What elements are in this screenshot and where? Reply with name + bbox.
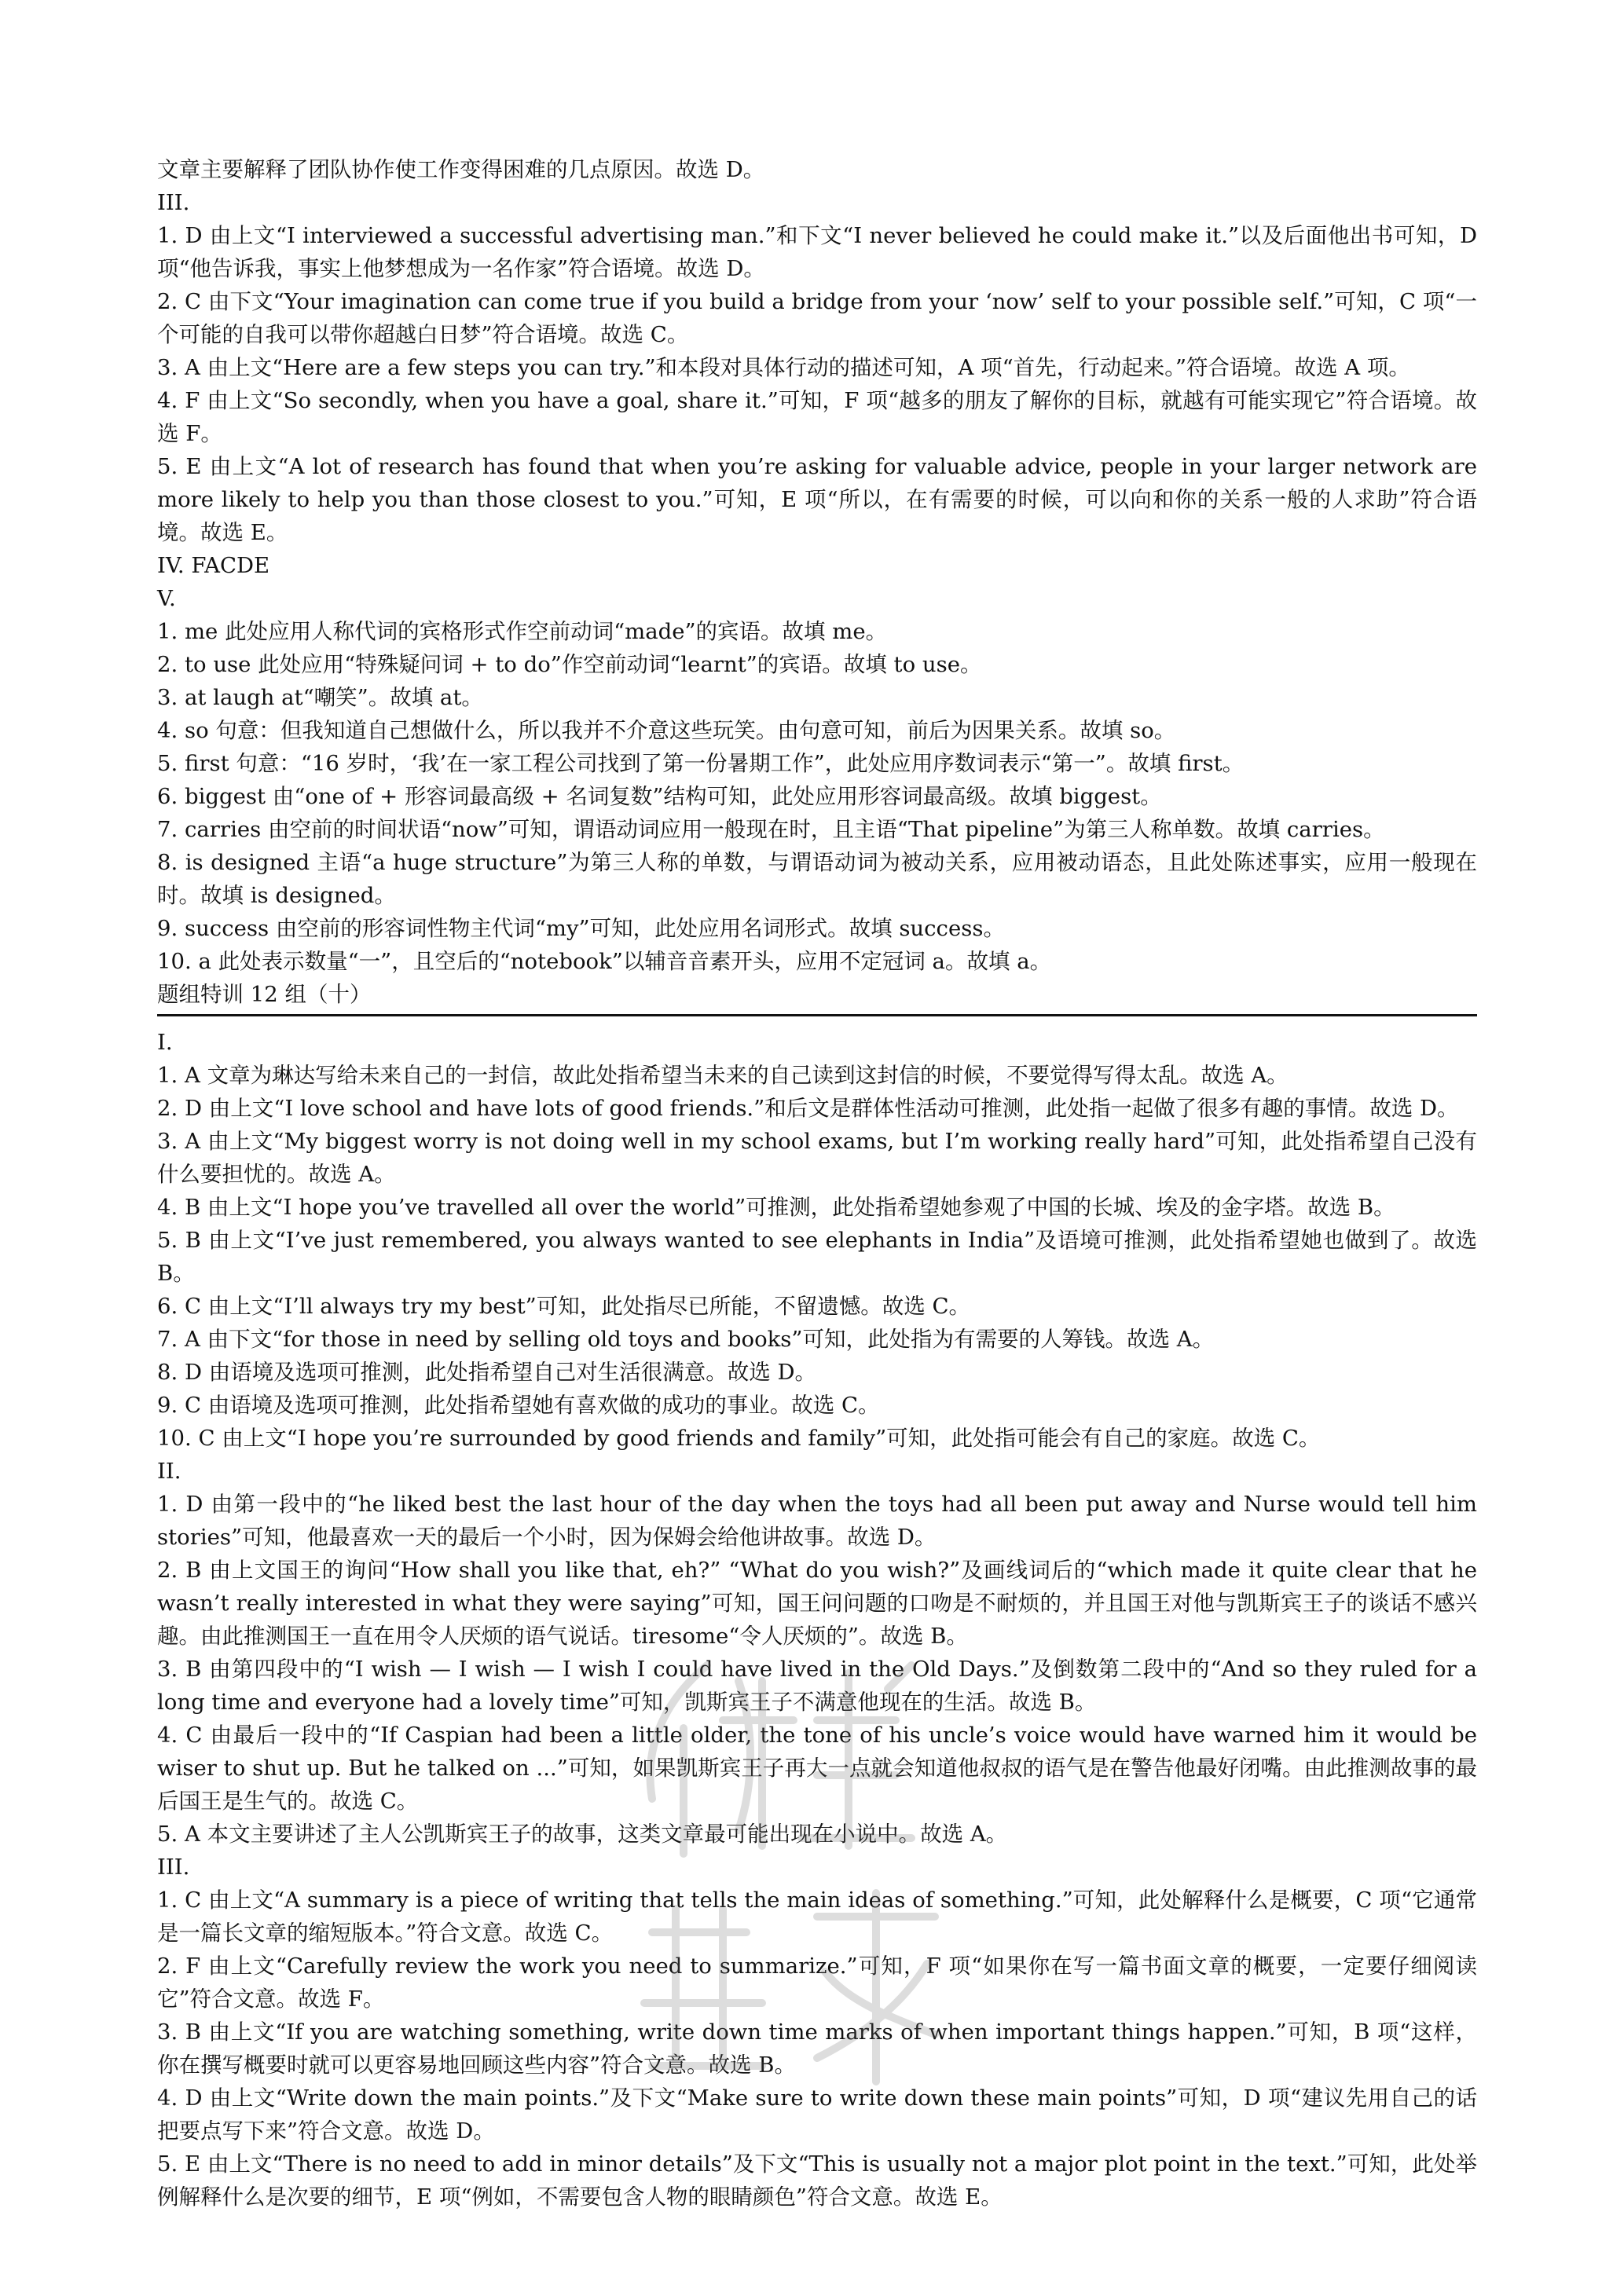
- part1-v-item: 2. to use 此处应用“特殊疑问词 + to do”作空前动词“learnt”的宾语。故填 to use。: [157, 652, 982, 677]
- part2-i-item: 4. B 由上文“I hope you’ve travelled all over the world”可推测，此处指希望她参观了中国的长城、埃及的金字塔。故选 B。: [157, 1195, 1395, 1220]
- part2-ii-item: 1. D 由第一段中的“he liked best the last hour of the day when the toys had all been put away and Nurse would tell him stories”可知，他最喜欢一天的最后一个小时，因为保姆会给他讲故事。故选 D。: [157, 1492, 1477, 1550]
- answer-key-content: [157, 153, 1477, 2214]
- part2-i-heading: I.: [157, 1030, 173, 1055]
- part2-iii-heading: III.: [157, 1855, 190, 1880]
- part2-i-item: 6. C 由上文“I’ll always try my best”可知，此处指尽已所能，不留遗憾。故选 C。: [157, 1294, 970, 1319]
- part1-v-item: 1. me 此处应用人称代词的宾格形式作空前动词“made”的宾语。故填 me。: [157, 619, 888, 644]
- part1-iii-item: 5. E 由上文“A lot of research has found that when you’re asking for valuable advice, people in your larger network are more likely to help you than those closest to you.”可知，E 项“所以，在有需要的时候，可以向和你的关系一般的人求助”符合语境。故选 E。: [157, 454, 1477, 545]
- part2-iii-item: 4. D 由上文“Write down the main points.”及下文“Make sure to write down these main points”可知，D 项“建议先用自己的话把要点写下来”符合文意。故选 D。: [157, 2085, 1477, 2144]
- part1-v-item: 3. at laugh at“嘲笑”。故填 at。: [157, 685, 483, 710]
- part2-i-item: 7. A 由下文“for those in need by selling old toys and books”可知，此处指为有需要的人筹钱。故选 A。: [157, 1327, 1215, 1352]
- part1-iii-heading: III.: [157, 190, 190, 215]
- part1-v-item: 6. biggest 由“one of + 形容词最高级 + 名词复数”结构可知，此处应用形容词最高级。故填 biggest。: [157, 784, 1162, 809]
- part2-iii-item: 5. E 由上文“There is no need to add in minor details”及下文“This is usually not a major plot point in the text.”可知，此处举例解释什么是次要的细节，E 项“例如，不需要包含人物的眼睛颜色”符合文意。故选 E。: [157, 2151, 1477, 2210]
- part2-i-item: 1. A 文章为琳达写给未来自己的一封信，故此处指希望当未来的自己读到这封信的时候，不要觉得写得太乱。故选 A。: [157, 1063, 1289, 1088]
- part1-v-item: 7. carries 由空前的时间状语“now”可知，谓语动词应用一般现在时，且主语“That pipeline”为第三人称单数。故填 carries。: [157, 817, 1385, 842]
- part1-iii-item: 2. C 由下文“Your imagination can come true if you build a bridge from your ‘now’ self to your possible self.”可知，C 项“一个可能的自我可以带你超越白日梦”符合语境。故选 C。: [157, 289, 1477, 347]
- part1-intro: 文章主要解释了团队协作使工作变得困难的几点原因。故选 D。: [157, 157, 765, 182]
- part2-ii-item: 2. B 由上文国王的询问“How shall you like that, eh?” “What do you wish?”及画线词后的“which made it quite clear that he wasn’t really interested in what they were saying”可知，国王问问题的口吻是不耐烦的，并且国王对他与凯斯宾王子的谈话不感兴趣。由此推测国王一直在用令人厌烦的语气说话。tiresome“令人厌烦的”。故选 B。: [157, 1558, 1477, 1649]
- part1-iv-answers: IV. FACDE: [157, 553, 270, 578]
- part2-i-item: 5. B 由上文“I’ve just remembered, you always wanted to see elephants in India”及语境可推测，此处指希望她也做到了。故选 B。: [157, 1228, 1477, 1286]
- part2-ii-item: 3. B 由第四段中的“I wish — I wish — I wish I could have lived in the Old Days.”及倒数第二段中的“And so they ruled for a long time and everyone had a lovely time”可知，凯斯宾王子不满意他现在的生活。故选 B。: [157, 1657, 1477, 1715]
- part1-iii-item: 1. D 由上文“I interviewed a successful advertising man.”和下文“I never believed he could make it.”以及后面他出书可知，D 项“他告诉我，事实上他梦想成为一名作家”符合语境。故选 D。: [157, 223, 1477, 281]
- part1-v-item: 10. a 此处表示数量“一”，且空后的“notebook”以辅音音素开头，应用不定冠词 a。故填 a。: [157, 949, 1052, 974]
- part2-i-item: 8. D 由语境及选项可推测，此处指希望自己对生活很满意。故选 D。: [157, 1360, 817, 1385]
- part2-ii-item: 4. C 由最后一段中的“If Caspian had been a little older, the tone of his uncle’s voice would have warned him it would be wiser to shut up. But he talked on ...”可知，如果凯斯宾王子再大一点就会知道他叔叔的语气是在警告他最好闭嘴。由此推测故事的最后国王是生气的。故选 C。: [157, 1723, 1477, 1814]
- part2-i-item: 10. C 由上文“I hope you’re surrounded by good friends and family”可知，此处指可能会有自己的家庭。故选 C。: [157, 1426, 1321, 1451]
- part1-v-item: 4. so 句意：但我知道自己想做什么，所以我并不介意这些玩笑。由句意可知，前后为因果关系。故填 so。: [157, 718, 1176, 743]
- part1-v-item: 9. success 由空前的形容词性物主代词“my”可知，此处应用名词形式。故填 success。: [157, 916, 1005, 941]
- part1-v-heading: V.: [157, 586, 176, 611]
- part1-iii-item: 4. F 由上文“So secondly, when you have a goal, share it.”可知，F 项“越多的朋友了解你的目标，就越有可能实现它”符合语境。故选 F。: [157, 388, 1477, 446]
- part2-i-item: 2. D 由上文“I love school and have lots of good friends.”和后文是群体性活动可推测，此处指一起做了很多有趣的事情。故选 D。: [157, 1096, 1459, 1121]
- part2-iii-item: 2. F 由上文“Carefully review the work you need to summarize.”可知，F 项“如果你在写一篇书面文章的概要，一定要仔细阅读它”符合文意。故选 F。: [157, 1954, 1477, 2012]
- part2-iii-item: 1. C 由上文“A summary is a piece of writing that tells the main ideas of something.”可知，此处解释什么是概要，C 项“它通常是一篇长文章的缩短版本。”符合文意。故选 C。: [157, 1888, 1477, 1946]
- part2-ii-item: 5. A 本文主要讲述了主人公凯斯宾王子的故事，这类文章最可能出现在小说中。故选 A。: [157, 1822, 1008, 1847]
- part1-v-item: 8. is designed 主语“a huge structure”为第三人称的单数，与谓语动词为被动关系，应用被动语态，且此处陈述事实，应用一般现在时。故填 is designed。: [157, 850, 1477, 908]
- part2-iii-item: 3. B 由上文“If you are watching something, write down time marks of when important things happen.”可知，B 项“这样，你在撰写概要时就可以更容易地回顾这些内容”符合文意。故选 B。: [157, 2020, 1477, 2078]
- part2-ii-heading: II.: [157, 1459, 181, 1484]
- part2-i-item: 3. A 由上文“My biggest worry is not doing well in my school exams, but I’m working really hard”可知，此处指希望自己没有什么要担忧的。故选 A。: [157, 1129, 1477, 1187]
- section-divider: [157, 1014, 1477, 1016]
- section-title: 题组特训 12 组（十）: [157, 982, 372, 1007]
- part2-i-item: 9. C 由语境及选项可推测，此处指希望她有喜欢做的成功的事业。故选 C。: [157, 1393, 880, 1418]
- part1-v-item: 5. first 句意：“16 岁时，‘我’在一家工程公司找到了第一份暑期工作”，此处应用序数词表示“第一”。故填 first。: [157, 751, 1245, 776]
- part1-iii-item: 3. A 由上文“Here are a few steps you can try.”和本段对具体行动的描述可知，A 项“首先，行动起来。”符合语境。故选 A 项。: [157, 355, 1410, 380]
